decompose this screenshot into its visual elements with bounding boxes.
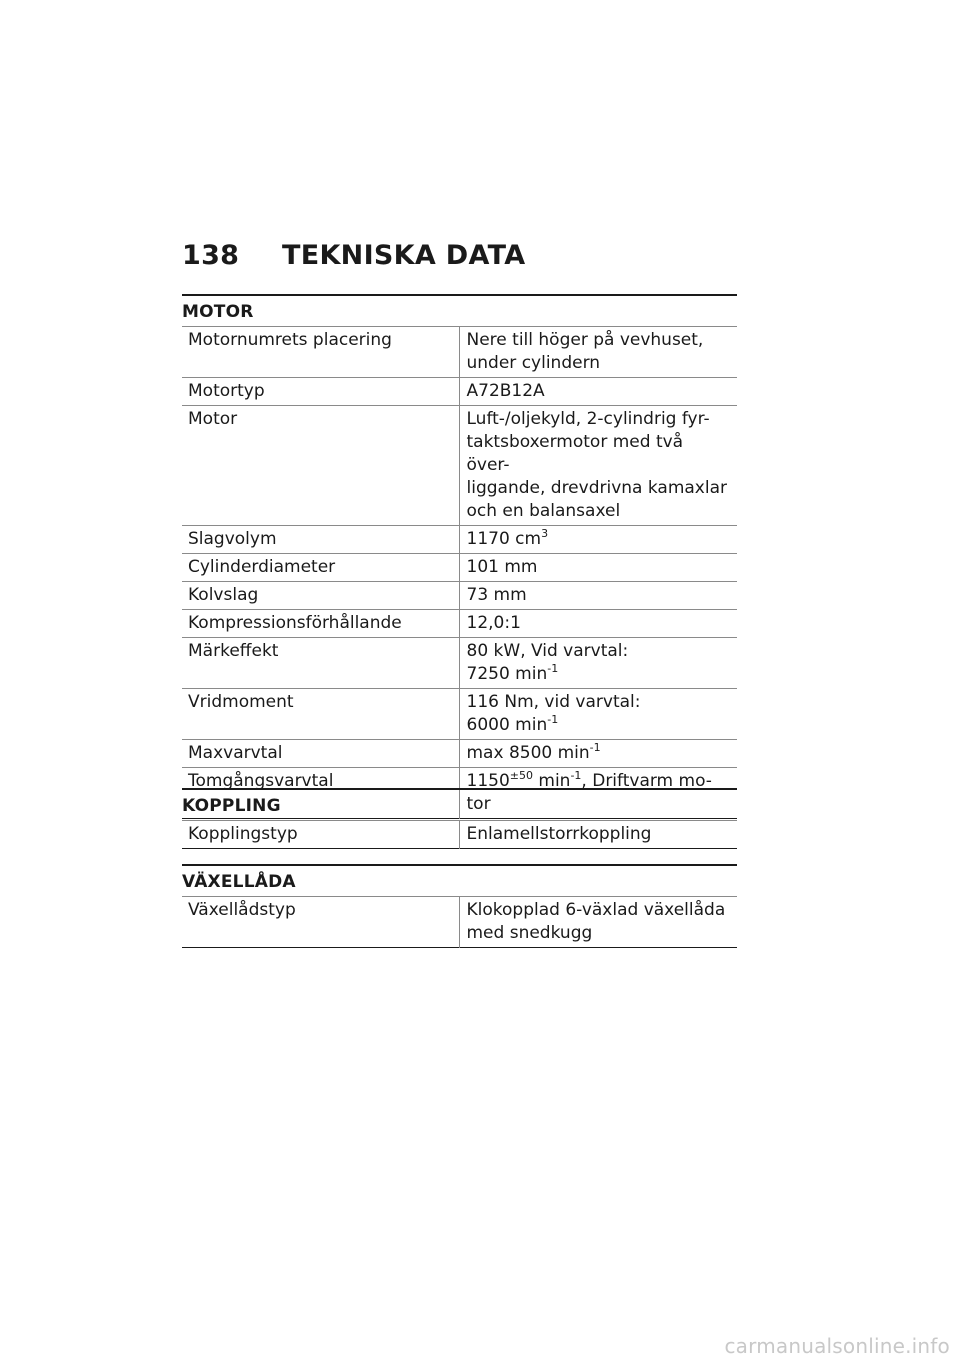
table-row xyxy=(182,378,737,406)
row-value xyxy=(459,897,737,948)
row-label: Cylinderdiameter xyxy=(188,557,336,577)
row-value xyxy=(459,327,737,378)
row-value xyxy=(459,526,737,554)
watermark-text: carmanualsonline.info xyxy=(724,1334,950,1358)
table-row xyxy=(182,897,737,948)
table-row xyxy=(182,638,737,689)
section-koppling xyxy=(182,788,737,849)
section-title-koppling: KOPPLING xyxy=(182,796,281,816)
row-value xyxy=(459,689,737,740)
section-motor xyxy=(182,294,737,819)
table-row xyxy=(182,327,737,378)
row-value xyxy=(459,638,737,689)
row-value: 101 mm xyxy=(459,554,737,582)
page-title: TEKNISKA DATA xyxy=(282,240,526,271)
row-value-text: 80 kW, Vid varvtal: xyxy=(466,641,629,661)
superscript: -1 xyxy=(547,713,559,726)
koppling-spec-table xyxy=(182,820,737,849)
row-value-text: 116 Nm, vid varvtal: xyxy=(466,692,641,712)
row-value-text: 1150 xyxy=(466,771,510,791)
page-heading xyxy=(182,240,525,271)
table-row xyxy=(182,740,737,768)
section-title-motor: MOTOR xyxy=(182,302,254,322)
table-row xyxy=(182,689,737,740)
table-row xyxy=(182,821,737,849)
row-value-text: tor xyxy=(466,794,491,814)
row-value: Enlamellstorrkoppling xyxy=(459,821,737,849)
row-value: A72B12A xyxy=(459,378,737,406)
row-value-text: Nere till höger på vevhuset, under cylindern xyxy=(466,330,704,373)
row-value-text: min xyxy=(532,771,571,791)
row-label: Motor xyxy=(188,409,238,429)
superscript: -1 xyxy=(547,662,559,675)
row-label: Motornumrets placering xyxy=(188,330,392,350)
row-value xyxy=(459,740,737,768)
section-title-vaxellada: VÄXELLÅDA xyxy=(182,872,296,892)
row-value-text: 1170 cm xyxy=(466,529,542,549)
row-value-text: Luft-/oljekyld, 2-cylindrig fyr- taktsboxermotor med två över- liggande, drevdrivna kamaxlar och en balansaxel xyxy=(466,409,727,521)
row-label: Slagvolym xyxy=(188,529,277,549)
row-value-text: max 8500 min xyxy=(466,743,590,763)
row-value: 73 mm xyxy=(459,582,737,610)
superscript: 3 xyxy=(541,527,549,540)
row-label: Vridmoment xyxy=(188,692,294,712)
table-row xyxy=(182,554,737,582)
section-vaxellada xyxy=(182,864,737,948)
page-number: 138 xyxy=(182,240,240,271)
row-value-text: med snedkugg xyxy=(466,923,593,943)
table-row xyxy=(182,526,737,554)
row-label: Tomgångsvarvtal xyxy=(188,771,334,791)
row-value: 12,0:1 xyxy=(459,610,737,638)
row-label: Kolvslag xyxy=(188,585,259,605)
row-label: Kopplingstyp xyxy=(188,824,298,844)
row-label: Märkeffekt xyxy=(188,641,279,661)
row-label: Motortyp xyxy=(188,381,265,401)
row-value xyxy=(459,406,737,526)
table-row xyxy=(182,610,737,638)
row-value-text: , Driftvarm mo- xyxy=(581,771,712,791)
table-row xyxy=(182,582,737,610)
superscript: -1 xyxy=(589,741,601,754)
superscript: ±50 xyxy=(509,769,533,782)
superscript: -1 xyxy=(570,769,582,782)
row-label: Maxvarvtal xyxy=(188,743,283,763)
row-label: Kompressionsförhållande xyxy=(188,613,402,633)
row-value-text: 7250 min xyxy=(466,664,548,684)
row-value-text: Klokopplad 6-växlad växellåda xyxy=(466,900,726,920)
table-row xyxy=(182,406,737,526)
vaxellada-spec-table xyxy=(182,896,737,948)
row-value-text: 6000 min xyxy=(466,715,548,735)
row-label: Växellådstyp xyxy=(188,900,296,920)
motor-spec-table xyxy=(182,326,737,819)
